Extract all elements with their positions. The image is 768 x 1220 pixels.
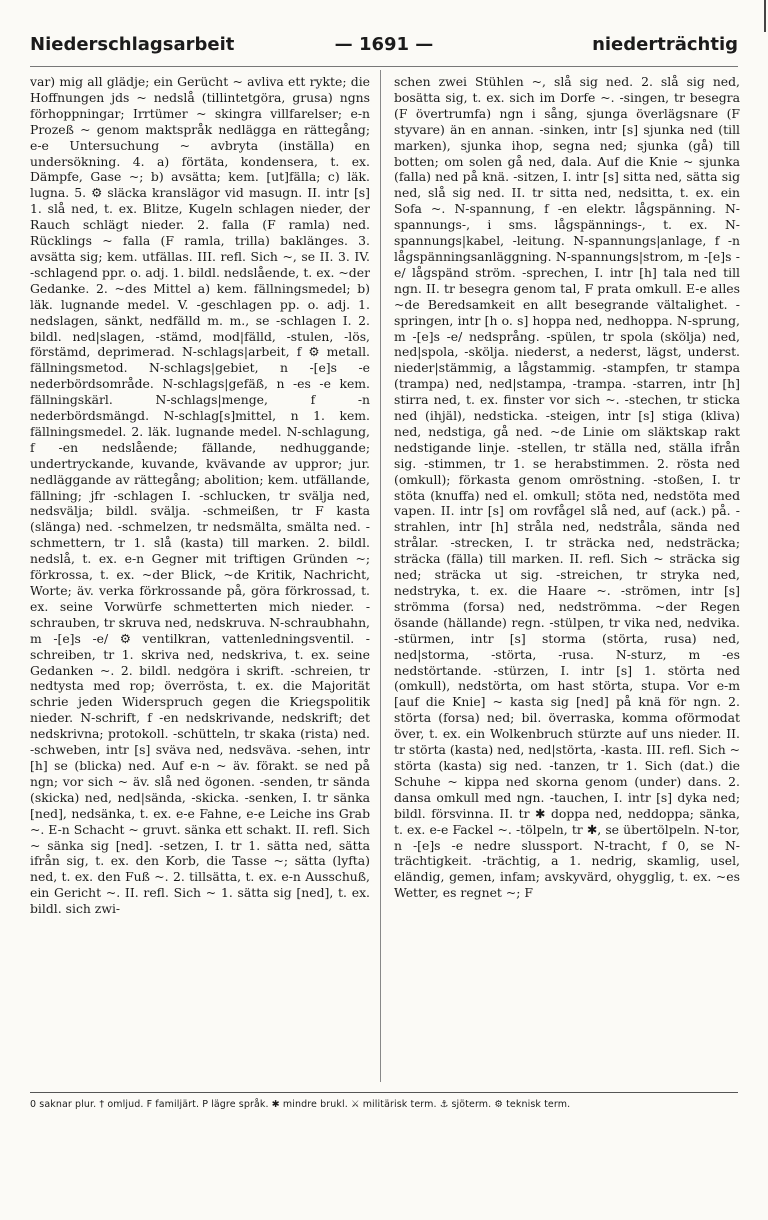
- header-last-word: niederträchtig: [592, 34, 738, 55]
- page-number: — 1691 —: [334, 34, 434, 55]
- left-column-text: var) mig all glädje; ein Gerücht ~ avliva ett rykte; die Hoffnungen jds ~ nedslå (tillintetgöra, grusa) ngns förhoppningar; Irrtümer ~ skingra villfarelser; e-n Prozeß ~ genom maktspråk nedlägga en rättegång; e-e Untersuchung ~ avbryta (inställa) en undersökning. 4. a) förtäta, kondensera, t. ex. Dämpfe, Gase ~; b) avsätta; kem. [ut]fälla; c) läk. lugna. 5. ⚙ släcka kranslägor vid masugn. II. intr [s] 1. slå ned, t. ex. Blitze, Kugeln schlagen nieder, der Rauch schlägt nieder. 2. falla (F ramla) ned. Rücklings ~ falla (F ramla, trilla) baklänges. 3. avsätta sig; kem. utfällas. III. refl. Sich ~, se II. 3. IV. -schlagend ppr. o. adj. 1. bildl. nedslående, t. ex. ~der Gedanke. 2. ~des Mittel a) kem. fällningsmedel; b) läk. lugnande medel. V. -geschlagen pp. o. adj. 1. nedslagen, sänkt, nedfälld m. m., se -schlagen I. 2. bildl. ned|slagen, -stämd, mod|fälld, -stulen, -lös, förstämd, deprimerad. N-schlags|arbeit, f ⚙ metall. fällningsmetod. N-schlags|gebiet, n -[e]s -e nederbördsområde. N-schlags|gefäß, n -es -e kem. fällningskärl. N-schlags|menge, f -n nederbördsmängd. N-schlag[s]mittel, n 1. kem. fällningsmedel. 2. läk. lugnande medel. N-schlagung, f -en nedslående; fällande, nedhuggande; undertryckande, kuvande, kvävande av uppror; jur. nedläggande av rättegång; abolition; kem. utfällande, fällning; jfr -schlagen I. -schlucken, tr svälja ned, nedsvälja; bildl. svälja. -schmeißen, tr F kasta (slänga) ned. -schmelzen, tr nedsmälta, smälta ned. -schmettern, tr 1. slå (kasta) till marken. 2. bildl. nedslå, t. ex. e-n Gegner mit triftigen Gründen ~; förkrossa, t. ex. ~der Blick, ~de Kritik, Nachricht, Worte; äv. verka förkrossande på, göra förkrossad, t. ex. seine Vorwürfe schmetterten mich nieder. -schrauben, tr skruva ned, nedskruva. N-schraubhahn, m -[e]s -e/ ⚙ ventilkran, vattenledningsventil. -schreiben, tr 1. skriva ned, nedskriva, t. ex. seine Gedanken ~. 2. bildl. nedgöra i skrift. -schreien, tr nedtysta med rop; överrösta, t. ex. die Majorität schrie jeden Widerspruch gegen die Kriegspolitik nieder. N-schrift, f -en nedskrivande, nedskrift; det nedskrivna; protokoll. -schütteln, tr skaka (rista) ned. -schweben, intr [s] sväva ned, nedsväva. -sehen, intr [h] se (blicka) ned. Auf e-n ~ äv. förakt. se ned på ngn; vor sich ~ äv. slå ned ögonen. -senden, tr sända (skicka) ned, ned|sända, -skicka. -senken, I. tr sänka [ned], nedsänka, t. ex. e-e Fahne, e-e Leiche ins Grab ~. E-n Schacht ~ gruvt. sänka ett schakt. II. refl. Sich ~ sänka sig [ned]. -setzen, I. tr 1. sätta ned, sätta ifrån sig, t. ex. den Korb, die Tasse ~; sätta (lyfta) ned, t. ex. den Fuß ~. 2. tillsätta, t. ex. e-n Ausschuß, ein Gericht ~. II. refl. Sich ~ 1. sätta sig [ned], t. ex. bildl. sich zwi-: [30, 74, 370, 917]
- right-column: [394, 74, 740, 1079]
- left-column: [30, 74, 370, 1079]
- page-header: [30, 34, 738, 64]
- column-divider: [380, 70, 381, 1082]
- footer-rule: [30, 1092, 738, 1093]
- abbreviation-legend: 0 saknar plur. † omljud. F familjärt. P lägre språk. ✱ mindre brukl. ⚔ militärisk term. ⚓ sjöterm. ⚙ teknisk term.: [30, 1099, 571, 1110]
- right-column-text: schen zwei Stühlen ~, slå sig ned. 2. slå sig ned, bosätta sig, t. ex. sich im Dorfe ~. -singen, tr besegra (F övertrumfa) ngn i sång, sjunga överlägsnare (F styvare) än en annan. -sinken, intr [s] sjunka ned (till marken), sjunka ihop, segna ned; sjunka (gå) till botten; om solen gå ned, dala. Auf die Knie ~ sjunka (falla) ned på knä. -sitzen, I. intr [s] sitta ned, sätta sig ned, slå sig ned. II. tr sitta ned, nedsitta, t. ex. ein Sofa ~. N-spannung, f -en elektr. lågspänning. N-spannungs-, i sms. lågspännings-, t. ex. N-spannungs|kabel, -leitung. N-spannungs|anlage, f -n lågspänningsanläggning. N-spannungs|strom, m -[e]s -e/ lågspänd ström. -sprechen, I. intr [h] tala ned till ngn. II. tr besegra genom tal, F prata omkull. E-e alles ~de Beredsamkeit en allt besegrande vältalighet. -springen, intr [h o. s] hoppa ned, nedhoppa. N-sprung, m -[e]s -e/ nedsprång. -spülen, tr spola (skölja) ned, ned|spola, -skölja. niederst, a nederst, lägst, underst. nieder|stämmig, a lågstammig. -stampfen, tr stampa (trampa) ned, ned|stampa, -trampa. -starren, intr [h] stirra ned, t. ex. finster vor sich ~. -stechen, tr sticka ned (ihjäl), nedsticka. -steigen, intr [s] stiga (kliva) ned, nedstiga, gå ned. ~de Linie om släktskap rakt nedstigande linje. -stellen, tr ställa ned, ställa ifrån sig. -stimmen, tr 1. se herabstimmen. 2. rösta ned (omkull); förkasta genom omröstning. -stoßen, I. tr stöta (knuffa) ned el. omkull; stöta ned, nedstöta med vapen. II. intr [s] om rovfågel slå ned, auf (ack.) på. -strahlen, intr [h] stråla ned, nedstråla, sända ned strålar. -strecken, I. tr sträcka ned, nedsträcka; sträcka (fälla) till marken. II. refl. Sich ~ sträcka sig ned; sträcka ut sig. -streichen, tr stryka ned, nedstryka, t. ex. die Haare ~. -strömen, intr [s] strömma (forsa) ned, nedströmma. ~der Regen ösande (hällande) regn. -stülpen, tr vika ned, nedvika. -stürmen, intr [s] storma (störta, rusa) ned, ned|storma, -störta, -rusa. N-sturz, m -es nedstörtande. -stürzen, I. intr [s] 1. störta ned (omkull), nedstörta, om hast störta, stupa. Vor e-m [auf die Knie] ~ kasta sig [ned] på knä för ngn. 2. störta (forsa) ned; bil. överraska, komma oförmodat över, t. ex. ein Wolkenbruch stürzte auf uns nieder. II. tr störta (kasta) ned, ned|störta, -kasta. III. refl. Sich ~ störta (kasta) sig ned. -tanzen, tr 1. Sich (dat.) die Schuhe ~ kippa ned skorna genom (under) dans. 2. dansa omkull med ngn. -tauchen, I. intr [s] dyka ned; bildl. försvinna. II. tr ✱ doppa ned, neddoppa; sänka, t. ex. e-e Fackel ~. -tölpeln, tr ✱, se übertölpeln. N-tor, n -[e]s -e nedre slussport. N-tracht, f 0, se N-trächtigkeit. -trächtig, a 1. nedrig, skamlig, usel, eländig, gemen, infam; avskyvärd, ohygglig, t. ex. ~es Wetter, es regnet ~; F: [394, 74, 740, 901]
- header-first-word: Niederschlagsarbeit: [30, 34, 235, 55]
- page-edge-mark: [764, 0, 766, 32]
- header-rule: [30, 66, 738, 67]
